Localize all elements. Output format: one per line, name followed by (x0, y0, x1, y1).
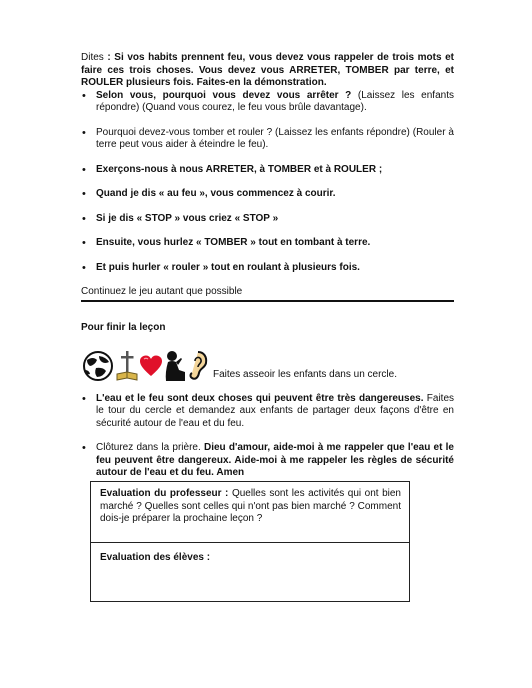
intro-prefix: Dites (81, 52, 108, 63)
list-item-bold: Dieu d'amour, aide-moi à me rappeler que l'eau et le feu peuvent être dangereux. Aide-moi à me rappeler les règles de sécurité autour de l'eau et du feu. Amen (96, 442, 454, 478)
student-evaluation-box (90, 542, 410, 602)
list-item (81, 188, 454, 201)
list-item (81, 164, 454, 177)
list-item-text: Clôturez dans la prière. (96, 442, 204, 453)
list-item-bold: L'eau et le feu sont deux choses qui peuvent être très dangereuses. (96, 392, 424, 404)
list-item (81, 442, 454, 480)
list-item-text: Faites le tour du cercle et demandez aux enfants de partager deux façons d'être en sécurité autour de l'eau et du feu. (96, 392, 454, 429)
list-item (81, 127, 454, 152)
list-item-bold: Quand je dis « au feu », vous commencez à courir. (96, 188, 336, 199)
icons-caption: Faites asseoir les enfants dans un cercle. (213, 369, 397, 380)
instruction-list (81, 90, 454, 275)
list-item (81, 393, 454, 431)
closing-list (81, 393, 454, 480)
list-item-bold: Selon vous, pourquoi vous devez vous arrêter ? (96, 89, 352, 101)
list-item-text: Pourquoi devez-vous tomber et rouler ? (Laissez les enfants répondre) (Rouler à terre peut vous aider à éteindre le feu). (96, 126, 454, 150)
list-item (81, 262, 454, 275)
list-item (81, 237, 454, 250)
intro-paragraph (81, 52, 454, 90)
continue-text: Continuez le jeu autant que possible (81, 286, 243, 297)
teacher-evaluation-text (100, 488, 401, 526)
globe-icon (81, 350, 115, 382)
cross-bible-icon (115, 350, 139, 382)
intro-bold: : Si vos habits prennent feu, vous devez vous rappeler de trois mots et faire ces trois choses. Vous devez vous ARRETER, TOMBER par terre, et ROULER plusieurs fois. Faites-en la démonstration. (81, 52, 454, 88)
section-heading: Pour finir la leçon (81, 322, 166, 333)
closing-section (81, 322, 454, 480)
list-item-bold: Ensuite, vous hurlez « TOMBER » tout en tombant à terre. (96, 237, 371, 248)
teacher-evaluation-box (90, 481, 410, 543)
list-item-bold: Et puis hurler « rouler » tout en roulant à plusieurs fois. (96, 261, 360, 273)
list-item (81, 213, 454, 226)
list-item-bold: Exerçons-nous à nous ARRETER, à TOMBER et à ROULER ; (96, 163, 383, 175)
list-item-text: (Laissez les enfants répondre) (Quand vous courez, le feu vous brûle davantage). (96, 89, 454, 113)
list-item (81, 90, 454, 115)
ear-icon (187, 350, 209, 382)
student-evaluation-label: Evaluation des élèves : (100, 552, 211, 563)
list-item-bold: Si je dis « STOP » vous criez « STOP » (96, 212, 279, 224)
teacher-evaluation-label: Evaluation du professeur : (100, 488, 229, 499)
section-divider (81, 300, 454, 302)
praying-child-icon (163, 350, 187, 382)
page-content (81, 52, 454, 299)
teacher-evaluation-questions: Quelles sont les activités qui ont bien marché ? Quelles sont celles qui n'ont pas bien marché ? Comment dois-je préparer la prochaine leçon ? (100, 488, 401, 524)
icons-row (81, 350, 454, 382)
heart-icon (139, 354, 163, 378)
